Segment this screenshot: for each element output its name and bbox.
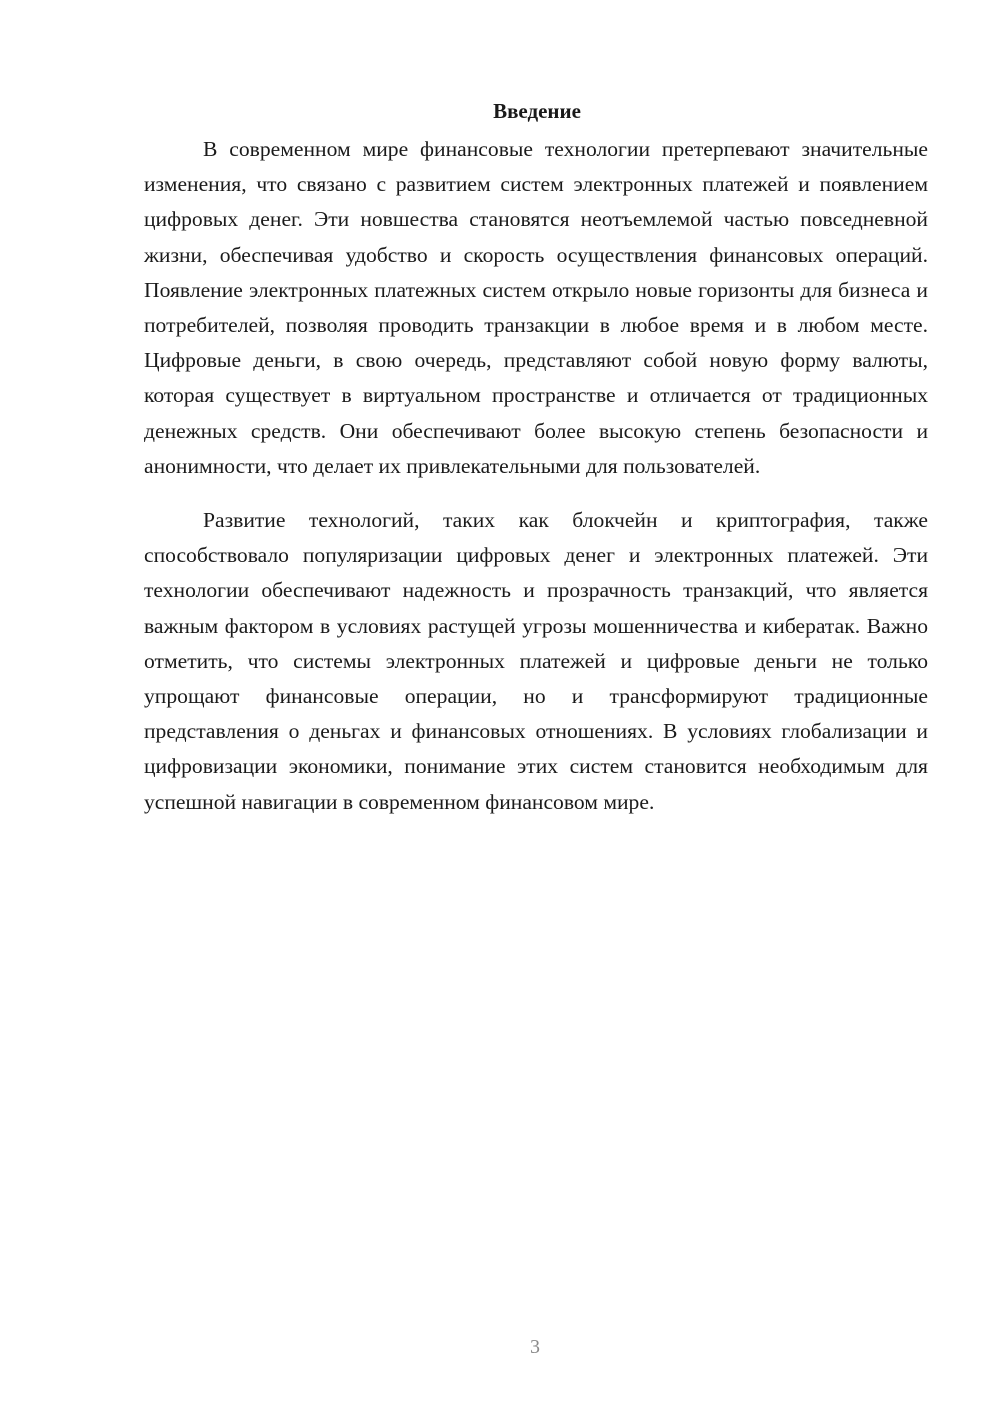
page-content xyxy=(144,96,928,820)
page-number: 3 xyxy=(530,1336,540,1358)
section-heading: Введение xyxy=(493,99,581,123)
paragraph-technologies: Развитие технологий, таких как блокчейн и криптография, также способствовало популяризации цифровых денег и электронных платежей. Эти технологии обеспечивают надежность и прозрачность транзакций, что является важным фактором в условиях растущей угрозы мошенничества и кибератак. Важно отметить, что системы электронных платежей и цифровые деньги не только упрощают финансовые операции, но и трансформируют традиционные представления о деньгах и финансовых отношениях. В условиях глобализации и цифровизации экономики, понимание этих систем становится необходимым для успешной навигации в современном финансовом мире. xyxy=(144,508,928,814)
paragraph-intro: В современном мире финансовые технологии претерпевают значительные изменения, что связано с развитием систем электронных платежей и появлением цифровых денег. Эти новшества становятся неотъемлемой частью повседневной жизни, обеспечивая удобство и скорость осуществления финансовых операций. Появление электронных платежных систем открыло новые горизонты для бизнеса и потребителей, позволяя проводить транзакции в любое время и в любом месте. Цифровые деньги, в свою очередь, представляют собой новую форму валюты, которая существует в виртуальном пространстве и отличается от традиционных денежных средств. Они обеспечивают более высокую степень безопасности и анонимности, что делает их привлекательными для пользователей. xyxy=(144,137,928,478)
